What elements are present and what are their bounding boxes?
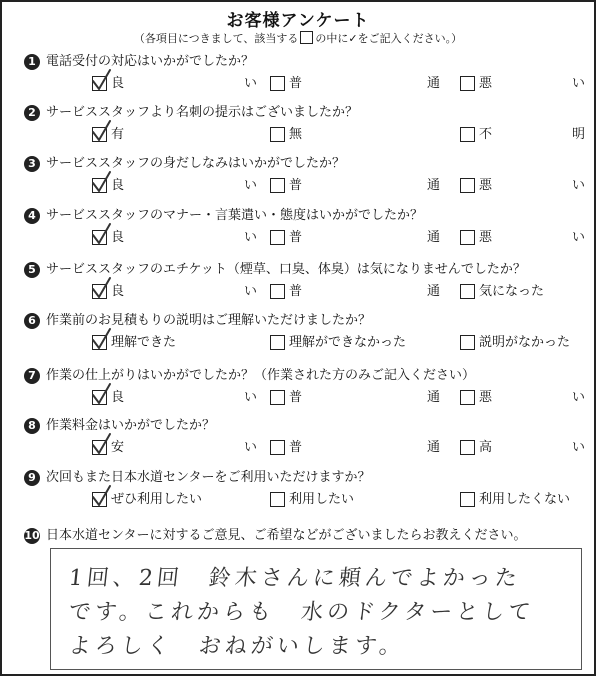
option-label (111, 125, 257, 145)
option-label-text: 悪 (479, 230, 493, 245)
question-4 (24, 206, 584, 248)
option-label-text: 良 (111, 178, 125, 193)
option-label-text: 悪 (479, 178, 493, 193)
option-label (111, 388, 257, 408)
option-label-text-end: 通 (426, 230, 440, 245)
checkbox[interactable] (92, 492, 107, 507)
answer-options (24, 388, 584, 408)
answer-option-neutral[interactable] (270, 490, 440, 510)
checkbox[interactable] (460, 178, 475, 193)
option-label (479, 438, 585, 458)
answer-option-good[interactable] (92, 125, 257, 145)
answer-option-neutral[interactable] (270, 438, 440, 458)
option-label-text: 安 (111, 440, 125, 455)
option-label (289, 438, 440, 458)
option-label (111, 176, 257, 196)
option-label (479, 388, 585, 408)
checkbox[interactable] (270, 390, 285, 405)
option-label (111, 74, 257, 94)
check-mark-icon (91, 383, 111, 405)
instructions-text-before: （各項目につきまして、該当する (133, 32, 299, 45)
option-label (111, 333, 257, 353)
check-mark-icon (91, 433, 111, 455)
option-label (479, 125, 585, 145)
option-label (289, 388, 440, 408)
checkbox[interactable] (92, 335, 107, 350)
checkbox[interactable] (270, 284, 285, 299)
question-number-badge: 6 (24, 313, 40, 329)
check-mark-icon (91, 328, 111, 350)
option-label-text-end: 明 (571, 127, 585, 142)
option-label-text: 利用したくない (479, 492, 571, 507)
question-10 (24, 526, 584, 546)
option-label (289, 490, 440, 510)
option-label-text-end: い (243, 76, 257, 91)
answer-option-bad[interactable] (460, 228, 585, 248)
option-label-text-end: い (571, 440, 585, 455)
option-label (479, 333, 585, 353)
option-label-text: 無 (289, 127, 303, 142)
answer-option-good[interactable] (92, 490, 257, 510)
question-text: 作業料金はいかがでしたか？ (46, 418, 216, 433)
option-label-text: 普 (289, 284, 303, 299)
option-label-text-end: い (243, 178, 257, 193)
option-label-text: 良 (111, 230, 125, 245)
option-label-text: 利用したい (289, 492, 355, 507)
checkbox[interactable] (92, 76, 107, 91)
answer-option-good[interactable] (92, 438, 257, 458)
option-label-text: 有 (111, 127, 125, 142)
answer-option-good[interactable] (92, 74, 257, 94)
option-label-text-end: 通 (426, 284, 440, 299)
checkbox[interactable] (92, 178, 107, 193)
question-text: 電話受付の対応はいかがでしたか？ (46, 54, 255, 69)
answer-option-neutral[interactable] (270, 282, 440, 302)
question-text: 日本水道センターに対するご意見、ご希望などがございましたらお教えください。 (46, 528, 527, 543)
option-label-text-end: い (571, 76, 585, 91)
answer-option-good[interactable] (92, 282, 257, 302)
option-label-text: 不 (479, 127, 493, 142)
answer-option-neutral[interactable] (270, 176, 440, 196)
answer-option-bad[interactable] (460, 74, 585, 94)
checkbox[interactable] (92, 440, 107, 455)
option-label (289, 228, 440, 248)
checkbox[interactable] (270, 127, 285, 142)
checkbox[interactable] (92, 127, 107, 142)
option-label (479, 490, 585, 510)
check-mark-icon (91, 277, 111, 299)
option-label-text: 悪 (479, 390, 493, 405)
option-label-text-end: 通 (426, 440, 440, 455)
answer-options (24, 125, 584, 145)
option-label-text: 普 (289, 178, 303, 193)
question-number-badge: 1 (24, 54, 40, 70)
option-label-text: 普 (289, 230, 303, 245)
option-label-text-end: い (243, 390, 257, 405)
answer-option-neutral[interactable] (270, 388, 440, 408)
answer-options (24, 438, 584, 458)
option-label-text-end: 通 (426, 178, 440, 193)
answer-option-good[interactable] (92, 176, 257, 196)
option-label (111, 438, 257, 458)
checkbox[interactable] (460, 440, 475, 455)
checkbox[interactable] (460, 230, 475, 245)
option-label-text: 良 (111, 390, 125, 405)
option-label-text: 気になった (479, 284, 545, 299)
option-label-text-end: 通 (426, 390, 440, 405)
option-label-text: 悪 (479, 76, 493, 91)
answer-option-neutral[interactable] (270, 333, 440, 353)
instructions-text-after: の中に✓をご記入ください。） (315, 32, 463, 45)
answer-option-bad[interactable] (460, 282, 585, 302)
question-text: サービススタッフより名刺の提示はございましたか？ (46, 105, 359, 120)
option-label-text-end: い (571, 230, 585, 245)
handwritten-comment-line: よろしく おねがいします。 (67, 634, 407, 659)
option-label (479, 176, 585, 196)
option-label (111, 490, 257, 510)
question-text: サービススタッフのマナー・言葉遣い・態度はいかがでしたか？ (46, 208, 424, 223)
question-number-badge: 10 (24, 529, 40, 542)
checkbox[interactable] (460, 127, 475, 142)
check-mark-icon (91, 69, 111, 91)
question-text: 次回もまた日本水道センターをご利用いただけますか？ (46, 470, 371, 485)
option-label-text-end: い (243, 230, 257, 245)
option-label-text-end: 通 (426, 76, 440, 91)
answer-option-bad[interactable] (460, 388, 585, 408)
check-mark-icon (91, 171, 111, 193)
option-label-text: 普 (289, 390, 303, 405)
answer-options (24, 333, 584, 353)
answer-option-bad[interactable] (460, 438, 585, 458)
checkbox[interactable] (270, 335, 285, 350)
answer-option-good[interactable] (92, 333, 257, 353)
answer-options (24, 228, 584, 248)
question-number-badge: 9 (24, 470, 40, 486)
question-3 (24, 154, 584, 196)
answer-options (24, 176, 584, 196)
option-label (111, 282, 257, 302)
question-number-badge: 7 (24, 368, 40, 384)
survey-instructions (2, 30, 594, 46)
option-label-text-end: い (243, 284, 257, 299)
survey-title: お客様アンケート (226, 11, 370, 31)
question-8 (24, 416, 584, 458)
option-label-text: 良 (111, 76, 125, 91)
question-number-badge: 4 (24, 208, 40, 224)
question-2 (24, 103, 584, 145)
option-label-text-end: い (243, 440, 257, 455)
answer-options (24, 74, 584, 94)
option-label (111, 228, 257, 248)
question-text: 作業前のお見積もりの説明はご理解いただけましたか？ (46, 313, 372, 328)
check-mark-icon (91, 223, 111, 245)
option-label (479, 74, 585, 94)
question-1 (24, 52, 584, 94)
option-label (289, 74, 440, 94)
handwritten-comment-line: です。これからも 水のドクターとして (67, 600, 536, 625)
answer-option-bad[interactable] (460, 176, 585, 196)
answer-option-bad[interactable] (460, 490, 585, 510)
option-label-text: 説明がなかった (479, 335, 571, 350)
checkbox[interactable] (92, 230, 107, 245)
option-label-text: 普 (289, 440, 303, 455)
checkbox[interactable] (460, 335, 475, 350)
option-label-text: 高 (479, 440, 493, 455)
option-label (289, 176, 440, 196)
answer-option-good[interactable] (92, 388, 257, 408)
checkbox[interactable] (270, 492, 285, 507)
option-label (289, 282, 440, 302)
option-label-text: 普 (289, 76, 303, 91)
checkbox[interactable] (92, 390, 107, 405)
option-label-text: 理解ができなかった (289, 335, 407, 350)
question-number-badge: 3 (24, 156, 40, 172)
comment-box[interactable] (50, 548, 582, 670)
answer-option-bad[interactable] (460, 125, 585, 145)
checkbox[interactable] (270, 76, 285, 91)
option-label-text-end: い (571, 178, 585, 193)
question-5 (24, 260, 584, 302)
handwritten-comment-line: 1回、2回 鈴木さんに頼んでよかった (67, 566, 523, 591)
checkbox[interactable] (460, 390, 475, 405)
option-label (479, 228, 585, 248)
question-text: 作業の仕上がりはいかがでしたか？（作業された方のみご記入ください） (46, 368, 476, 383)
answer-option-neutral[interactable] (270, 125, 440, 145)
checkbox[interactable] (270, 440, 285, 455)
answer-option-neutral[interactable] (270, 228, 440, 248)
question-number-badge: 2 (24, 105, 40, 121)
option-label-text: ぜひ利用したい (111, 492, 203, 507)
answer-option-neutral[interactable] (270, 74, 440, 94)
question-text: サービススタッフの身だしなみはいかがでしたか？ (46, 156, 346, 171)
answer-options (24, 490, 584, 510)
question-7 (24, 366, 584, 408)
option-label-text: 理解できた (111, 335, 177, 350)
checkbox[interactable] (270, 178, 285, 193)
check-mark-icon (91, 120, 111, 142)
answer-option-bad[interactable] (460, 333, 585, 353)
option-label-text-end: い (571, 390, 585, 405)
check-mark-icon (91, 485, 111, 507)
checkbox[interactable] (460, 492, 475, 507)
option-label-text: 良 (111, 284, 125, 299)
question-text: サービススタッフのエチケット（煙草、口臭、体臭）は気になりませんでしたか？ (46, 262, 526, 277)
question-9 (24, 468, 584, 510)
checkbox[interactable] (270, 230, 285, 245)
answer-options (24, 282, 584, 302)
checkbox[interactable] (92, 284, 107, 299)
checkbox[interactable] (460, 76, 475, 91)
checkbox[interactable] (460, 284, 475, 299)
answer-option-good[interactable] (92, 228, 257, 248)
option-label (479, 282, 585, 302)
question-number-badge: 5 (24, 262, 40, 278)
instruction-checkbox-icon (300, 31, 313, 44)
option-label (289, 125, 440, 145)
option-label (289, 333, 440, 353)
question-6 (24, 311, 584, 353)
question-number-badge: 8 (24, 418, 40, 434)
